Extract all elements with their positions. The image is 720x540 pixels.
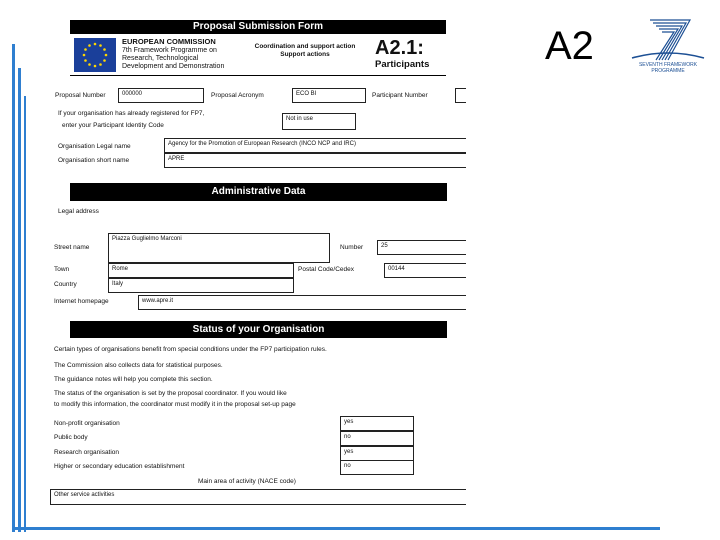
status-text-4: The status of the organisation is set by the proposal coordinator. If you would like	[54, 390, 287, 397]
short-name-label: Organisation short name	[58, 157, 130, 164]
higher-ed-field[interactable]: no	[340, 460, 414, 475]
status-text-3: The guidance notes will help you complete this section.	[54, 376, 213, 383]
proposal-acronym-label: Proposal Acronym	[211, 92, 264, 99]
higher-ed-label: Higher or secondary education establishment	[54, 463, 185, 470]
legal-address-label: Legal address	[58, 208, 99, 215]
pic-prompt-line1: If your organisation has already registered for FP7,	[58, 110, 205, 117]
postal-code-field[interactable]: 00144	[384, 263, 466, 278]
ec-line2: Research, Technological	[122, 55, 199, 62]
public-body-label: Public body	[54, 434, 88, 441]
postal-code-label: Postal Code/Cedex	[298, 266, 355, 273]
number-field[interactable]: 25	[377, 240, 466, 255]
status-text-1: Certain types of organisations benefit from special conditions under the FP7 participation rules.	[54, 346, 327, 353]
proposal-acronym-field[interactable]: ECO BI	[292, 88, 366, 103]
participant-number-label: Participant Number	[372, 92, 428, 99]
ec-header	[70, 34, 446, 76]
short-name-field[interactable]: APRE	[164, 153, 466, 168]
admin-data-header: Administrative Data	[70, 183, 447, 201]
country-field[interactable]: Italy	[108, 278, 294, 293]
street-label: Street name	[54, 244, 90, 251]
ec-line3: Development and Demonstration	[122, 63, 225, 70]
nonprofit-field[interactable]: yes	[340, 416, 414, 431]
nonprofit-label: Non-profit organisation	[54, 420, 120, 427]
section-code: A2.1:	[375, 37, 424, 59]
fp7-caption-line1: SEVENTH FRAMEWORK	[638, 62, 698, 68]
status-text-5: to modify this information, the coordinator must modify it in the proposal set-up page	[54, 401, 296, 408]
section-title: Participants	[375, 59, 430, 70]
ec-line1: 7th Framework Programme on	[122, 47, 217, 54]
proposal-number-label: Proposal Number	[55, 92, 106, 99]
nace-field[interactable]: Other service activities	[50, 489, 466, 505]
pic-field[interactable]: Not in use	[282, 113, 356, 130]
research-org-label: Research organisation	[54, 449, 120, 456]
action-type-line2: Support actions	[280, 51, 330, 58]
public-body-field[interactable]: no	[340, 431, 414, 446]
fp7-caption-line2: PROGRAMME	[651, 68, 685, 74]
slide-label: A2	[545, 24, 594, 68]
eu-flag-icon	[74, 38, 116, 72]
proposal-number-field[interactable]: 000000	[118, 88, 204, 103]
research-org-field[interactable]: yes	[340, 446, 414, 461]
number-label: Number	[340, 244, 364, 251]
form-title: Proposal Submission Form	[70, 20, 446, 34]
pic-prompt-line2: enter your Participant Identity Code	[62, 122, 164, 129]
status-text-2: The Commission also collects data for statistical purposes.	[54, 362, 223, 369]
action-type	[250, 43, 360, 59]
nace-label: Main area of activity (NACE code)	[198, 478, 296, 485]
legal-name-label: Organisation Legal name	[58, 143, 131, 150]
ec-description	[122, 38, 262, 71]
status-header: Status of your Organisation	[70, 321, 447, 338]
ec-name: EUROPEAN COMMISSION	[122, 37, 216, 46]
homepage-field[interactable]: www.apre.it	[138, 295, 466, 310]
town-field[interactable]: Rome	[108, 263, 294, 278]
country-label: Country	[54, 281, 77, 288]
legal-name-field[interactable]: Agency for the Promotion of European Research (INCO NCP and IRC)	[164, 138, 466, 153]
street-field[interactable]: Piazza Guglielmo Marconi	[108, 233, 330, 263]
participant-number-field[interactable]	[455, 88, 466, 103]
town-label: Town	[54, 266, 70, 273]
action-type-line1: Coordination and support action	[254, 43, 356, 50]
homepage-label: Internet homepage	[54, 298, 109, 305]
